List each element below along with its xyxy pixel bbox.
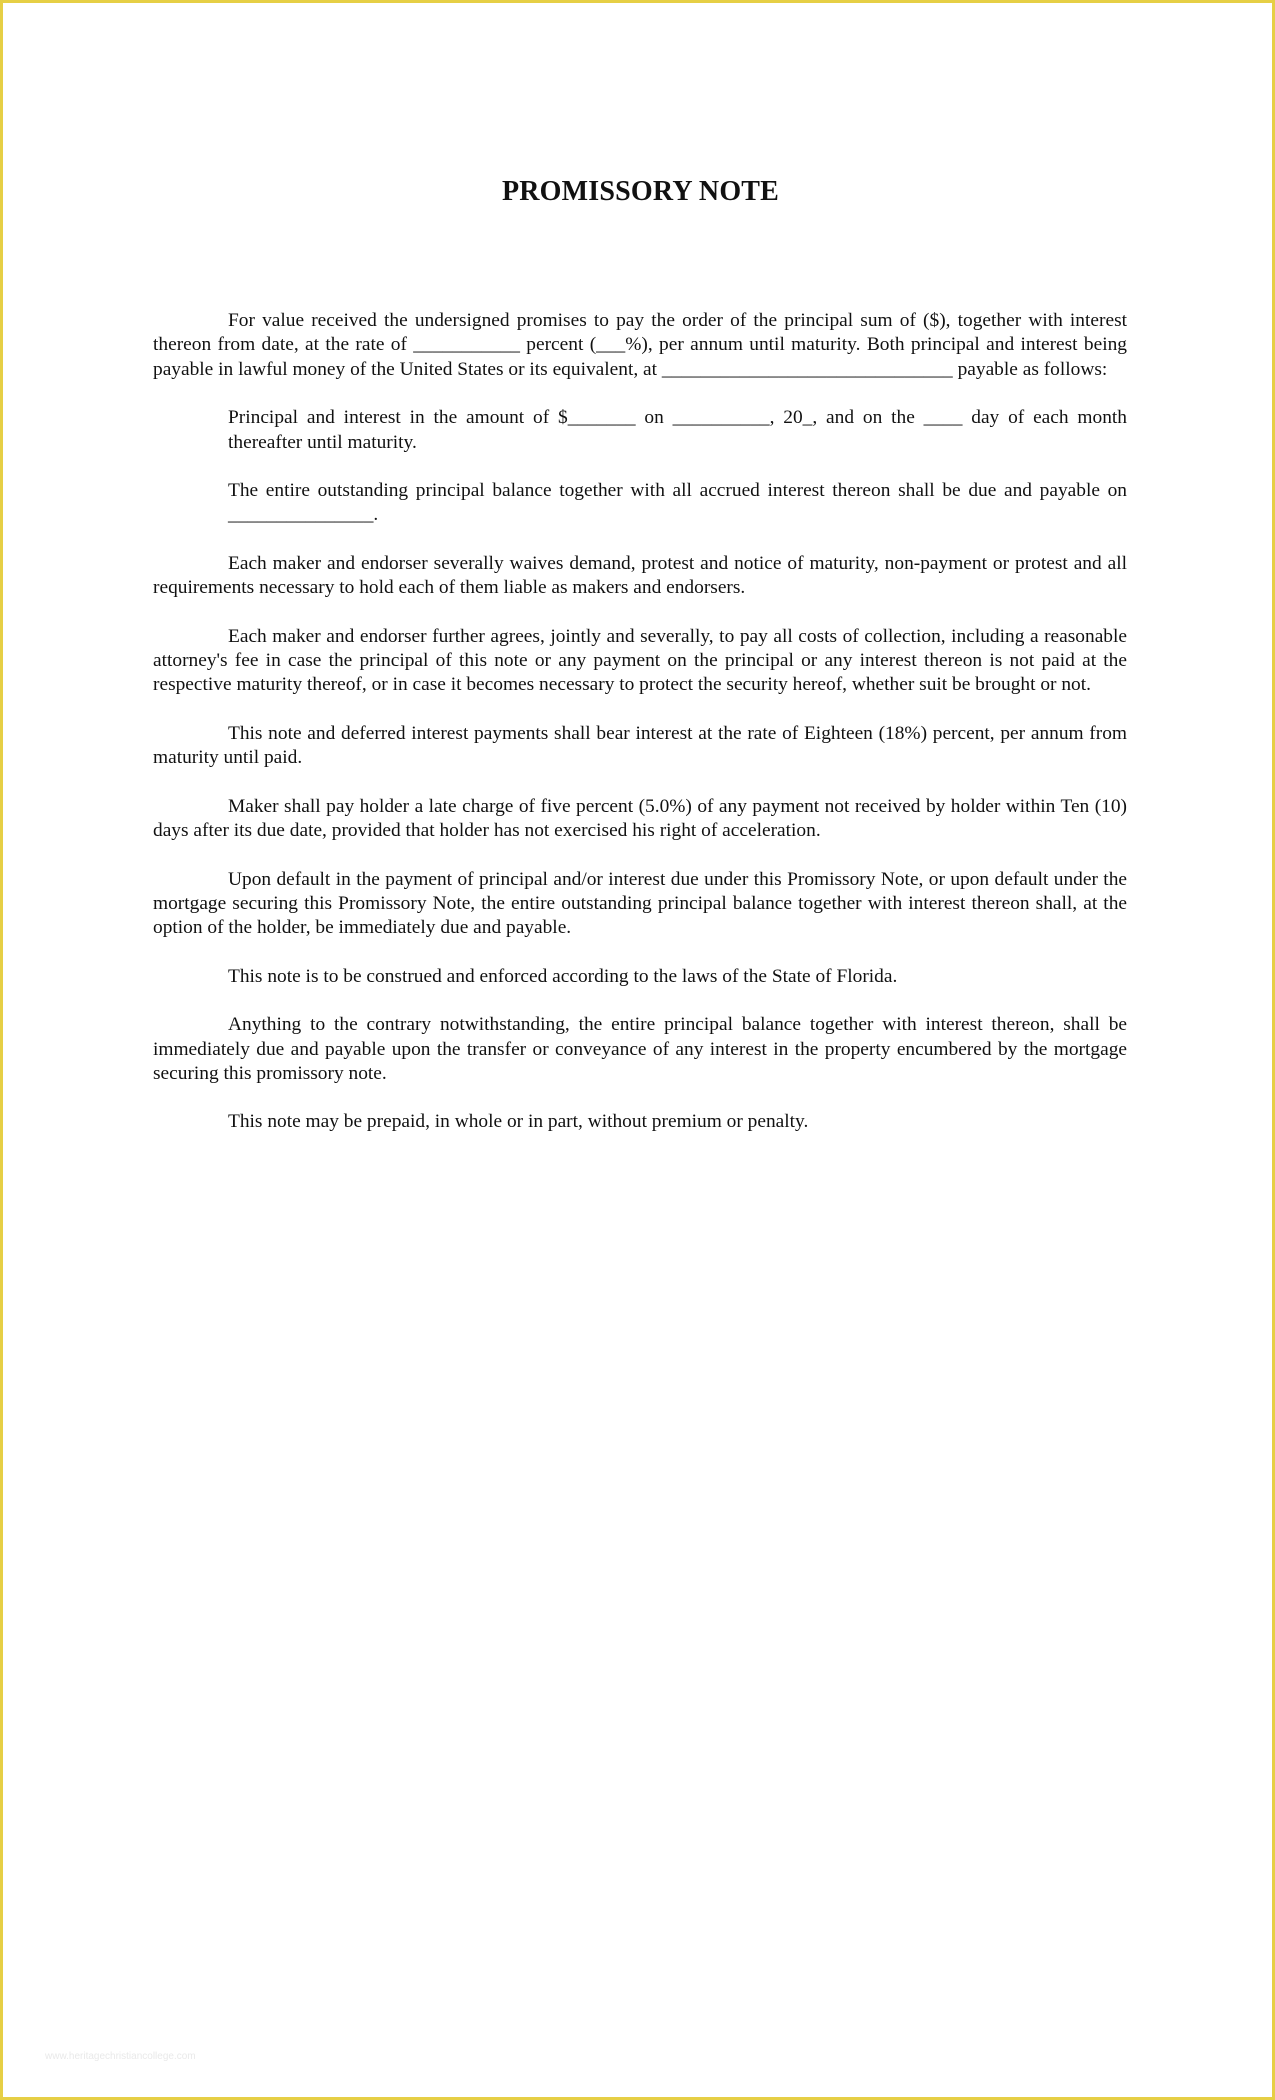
paragraph-acceleration: Upon default in the payment of principal and/or interest due under this Promissory Note, or upon default under the mortgage securing this Promissory Note, the entire outstanding principal balance together with interest thereon shall, at the option of the holder, be immediately due and payable. xyxy=(153,868,1127,939)
paragraph-balance-due: The entire outstanding principal balance together with all accrued interest thereon shall be due and payable on _______________. xyxy=(228,480,1127,526)
watermark-text: www.heritagechristiancollege.com xyxy=(45,2051,196,2062)
document-title: PROMISSORY NOTE xyxy=(501,176,780,207)
paragraph-governing-law: This note is to be construed and enforced according to the laws of the State of Florida. xyxy=(228,965,898,987)
paragraph-default-interest: This note and deferred interest payments shall bear interest at the rate of Eighteen (18%) percent, per annum from maturity until paid. xyxy=(153,722,1127,769)
document-body xyxy=(153,309,1127,1159)
paragraph-waiver: Each maker and endorser severally waives demand, protest and notice of maturity, non-payment or protest and all requirements necessary to hold each of them liable as makers and endorsers. xyxy=(153,552,1127,599)
paragraph-collection-costs: Each maker and endorser further agrees, jointly and severally, to pay all costs of collection, including a reasonable attorney's fee in case the principal of this note or any payment on the principal or any interest thereon is not paid at the respective maturity thereof, or in case it becomes necessary to protect the security hereof, whether suit be brought or not. xyxy=(153,625,1127,696)
paragraph-late-charge: Maker shall pay holder a late charge of five percent (5.0%) of any payment not received by holder within Ten (10) days after its due date, provided that holder has not exercised his right of acceleration. xyxy=(153,795,1127,842)
paragraph-due-on-transfer: Anything to the contrary notwithstanding, the entire principal balance together with interest thereon, shall be immediately due and payable upon the transfer or conveyance of any interest in the property encumbered by the mortgage securing this promissory note. xyxy=(153,1014,1127,1084)
paragraph-installments: Principal and interest in the amount of $_______ on __________, 20_, and on the ____ day of each month thereafter until maturity. xyxy=(228,407,1127,453)
paragraph-payment-promise: For value received the undersigned promises to pay the order of the principal sum of ($), together with interest thereon from date, at the rate of ___________ percent (___%), per annum until maturity. Both principal and interest being payable in lawful money of the United States or its equivalent, at ______________________________ payable as follows: xyxy=(153,310,1127,380)
paragraph-prepayment: This note may be prepaid, in whole or in part, without premium or penalty. xyxy=(228,1111,809,1133)
